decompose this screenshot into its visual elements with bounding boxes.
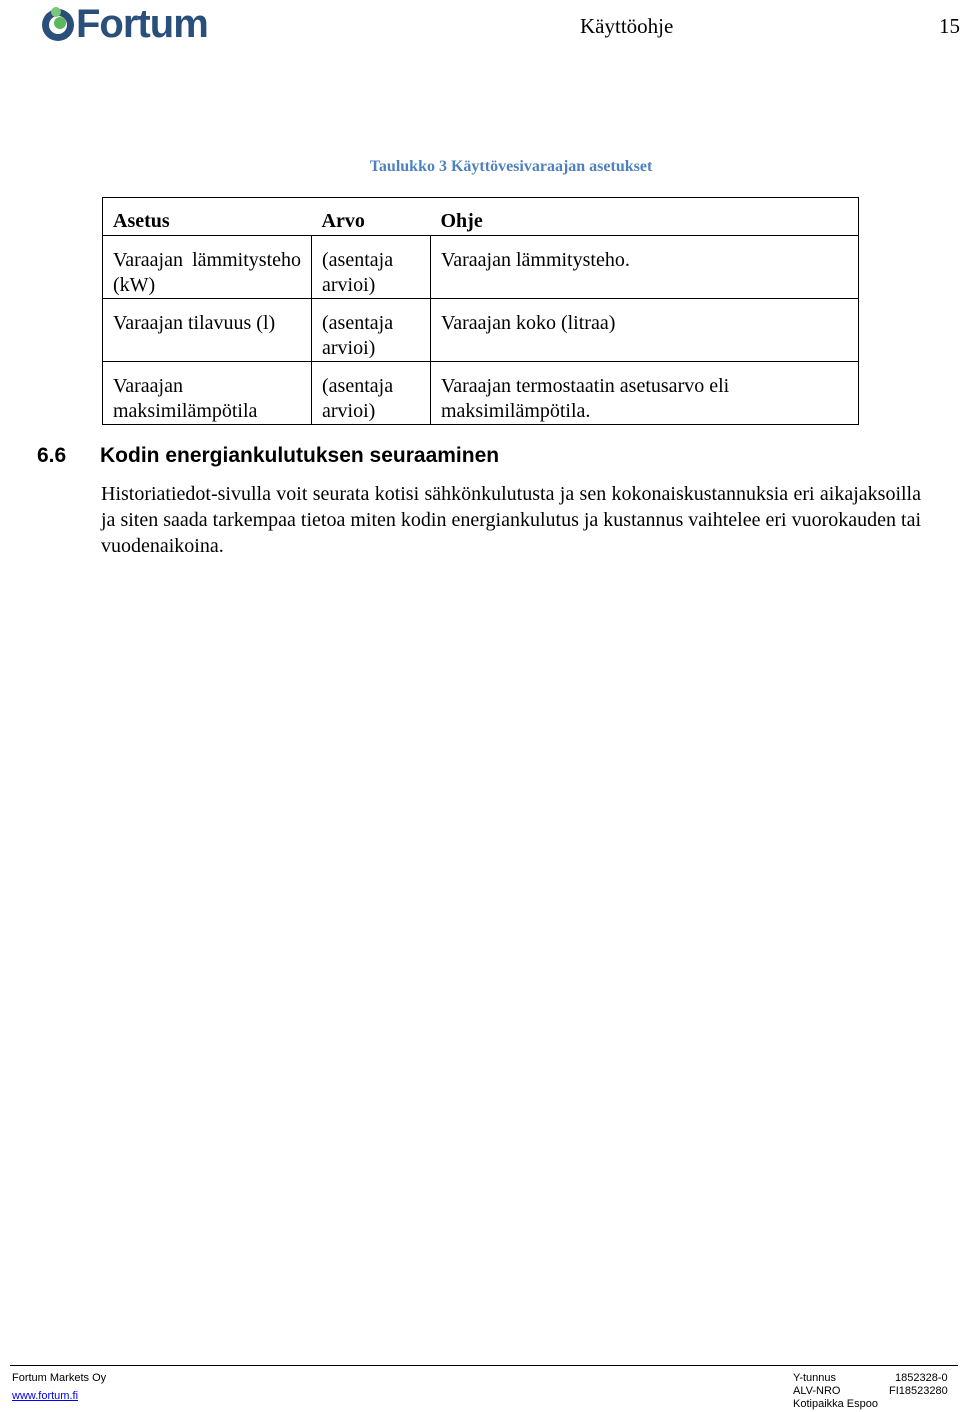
table-caption: Taulukko 3 Käyttövesivaraajan asetukset — [369, 158, 653, 175]
fortum-logo — [40, 2, 208, 46]
column-header-arvo: Arvo — [312, 198, 431, 236]
table-cell-value: (asentaja arvioi) — [312, 236, 431, 299]
table-header-row — [103, 198, 859, 236]
section-title: Kodin energiankulutuksen seuraaminen — [100, 444, 500, 467]
table-cell-instruction: Varaajan lämmitysteho. — [431, 236, 859, 299]
section-heading — [37, 444, 499, 468]
column-header-asetus: Asetus — [103, 198, 312, 236]
section-body-text: Historiatiedot-sivulla voit seurata kotisi sähkönkulutusta ja sen kokonaiskustannuksia eri aikajaksoilla ja siten saada tarkempaa tietoa miten kodin energiankulutus ja kustannus vaihtelee eri vuorokauden tai vuodenaikoina. — [101, 483, 921, 557]
table-row — [103, 236, 859, 299]
table-cell-setting: Varaajan maksimilämpötila — [103, 362, 312, 425]
footer-website-link[interactable]: www.fortum.fi — [12, 1390, 79, 1402]
footer-ytunnus-label: Y-tunnus — [793, 1372, 837, 1384]
table-cell-instruction: Varaajan termostaatin asetusarvo eli maksimilämpötila. — [431, 362, 859, 425]
logo-text: Fortum — [76, 2, 208, 46]
footer-domicile: Kotipaikka Espoo — [793, 1398, 878, 1410]
document-title: Käyttöohje — [580, 14, 674, 38]
table-row — [103, 299, 859, 362]
table-cell-instruction: Varaajan koko (litraa) — [431, 299, 859, 362]
settings-table — [102, 197, 859, 425]
table-row — [103, 362, 859, 425]
footer-divider — [10, 1365, 958, 1366]
page-number: 15 — [939, 14, 960, 38]
table-cell-setting: Varaajan lämmitysteho (kW) — [103, 236, 312, 299]
footer-alv-value: FI18523280 — [889, 1385, 948, 1397]
column-header-ohje: Ohje — [431, 198, 859, 236]
footer-company: Fortum Markets Oy — [12, 1372, 107, 1384]
fortum-logo-icon — [40, 4, 76, 44]
table-cell-setting: Varaajan tilavuus (l) — [103, 299, 312, 362]
footer-ytunnus-value: 1852328-0 — [895, 1372, 948, 1384]
footer-alv-label: ALV-NRO — [793, 1385, 841, 1397]
table-cell-value: (asentaja arvioi) — [312, 299, 431, 362]
table-cell-value: (asentaja arvioi) — [312, 362, 431, 425]
section-number: 6.6 — [37, 444, 67, 467]
